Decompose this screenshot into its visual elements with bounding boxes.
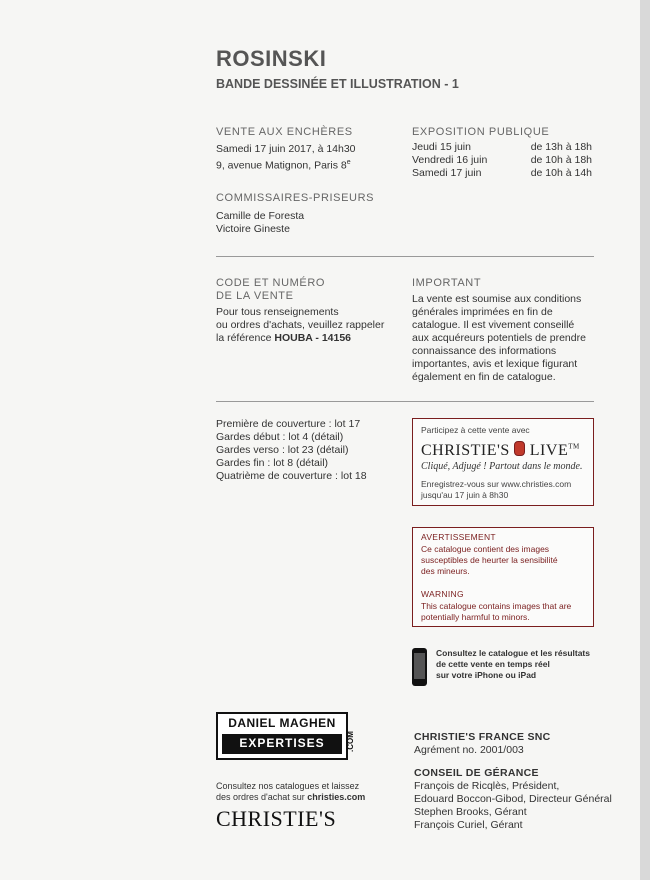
logo-suffix: .COM (346, 731, 355, 752)
company-name: CHRISTIE'S FRANCE SNC (414, 731, 551, 743)
christies-live-box (412, 418, 594, 506)
sale-heading: VENTE AUX ENCHÈRES (216, 126, 353, 138)
warning-fr-text: Ce catalogue contient des images susceptibles de heurter la sensibilité des mineurs. (421, 544, 558, 576)
catalogue-title: ROSINSKI (216, 46, 327, 71)
warning-fr-heading: AVERTISSEMENT (421, 532, 496, 542)
auctioneers-heading: COMMISSAIRES-PRISEURS (216, 192, 375, 204)
important-text: La vente est soumise aux conditions générales imprimées en fin de catalogue. Il est vivement conseillé aux acquéreurs potentiels de prendre connaissance des informations importantes, avis et lexique figurant également en fin de catalogue. (412, 293, 586, 383)
schedule-row: Samedi 17 juin de 10h à 14h (412, 167, 592, 179)
live-register: Enregistrez-vous sur www.christies.com jusqu'au 17 juin à 8h30 (421, 479, 572, 500)
page-edge (640, 0, 650, 880)
list-item: Gardes verso : lot 23 (détail) (216, 444, 349, 456)
catalogue-note: Consultez nos catalogues et laissez des ordres d'achat sur christies.com (216, 781, 366, 802)
divider (216, 256, 594, 257)
list-item: Gardes début : lot 4 (détail) (216, 431, 344, 443)
sale-address: 9, avenue Matignon, Paris 8e (216, 159, 351, 172)
covers-list (216, 418, 367, 483)
mouse-icon (514, 441, 525, 456)
daniel-maghen-logo: DANIEL MAGHEN EXPERTISES (216, 712, 348, 760)
sale-reference: HOUBA - 14156 (274, 332, 352, 344)
sale-date: Samedi 17 juin 2017, à 14h30 (216, 143, 356, 155)
auctioneer-name: Victoire Gineste (216, 223, 290, 235)
code-line: ou ordres d'achats, veuillez rappeler (216, 319, 385, 331)
iphone-note: Consultez le catalogue et les résultats de cette vente en temps réel sur votre iPhone ou iPad (436, 648, 590, 680)
christies-logo: CHRISTIE'S (216, 806, 337, 831)
auctioneer-name: Camille de Foresta (216, 210, 305, 222)
christies-live-logo: CHRISTIE'S LIVE™ (421, 442, 580, 459)
schedule-row: Jeudi 15 juin de 13h à 18h (412, 141, 592, 153)
live-intro: Participez à cette vente avec (421, 425, 530, 435)
list-item: Gardes fin : lot 8 (détail) (216, 457, 329, 469)
board-heading: CONSEIL DE GÉRANCE (414, 767, 539, 779)
code-heading: CODE ET NUMÉRO DE LA VENTE (216, 277, 326, 302)
company-agreement: Agrément no. 2001/003 (414, 744, 524, 756)
live-tagline: Cliqué, Adjugé ! Partout dans le monde. (421, 461, 583, 472)
list-item: Quatrième de couverture : lot 18 (216, 470, 367, 482)
schedule-row: Vendredi 16 juin de 10h à 18h (412, 154, 592, 166)
code-reference-line: la référence HOUBA - 14156 (216, 332, 352, 344)
exhibition-schedule (412, 141, 592, 180)
catalogue-subtitle: BANDE DESSINÉE ET ILLUSTRATION - 1 (216, 77, 459, 91)
exhibition-heading: EXPOSITION PUBLIQUE (412, 126, 550, 138)
important-heading: IMPORTANT (412, 277, 482, 289)
christies-link[interactable]: christies.com (307, 792, 366, 802)
code-line: Pour tous renseignements (216, 306, 339, 318)
warning-box (412, 527, 594, 627)
warning-en-text: This catalogue contains images that are potentially harmful to minors. (421, 601, 572, 622)
list-item: Première de couverture : lot 17 (216, 418, 361, 430)
phone-icon (412, 648, 427, 686)
divider (216, 401, 594, 402)
warning-en-heading: WARNING (421, 589, 464, 599)
board-members: François de Ricqlès, Président, Edouard Boccon-Gibod, Directeur Général Stephen Brooks, Gérant François Curiel, Gérant (414, 780, 612, 831)
